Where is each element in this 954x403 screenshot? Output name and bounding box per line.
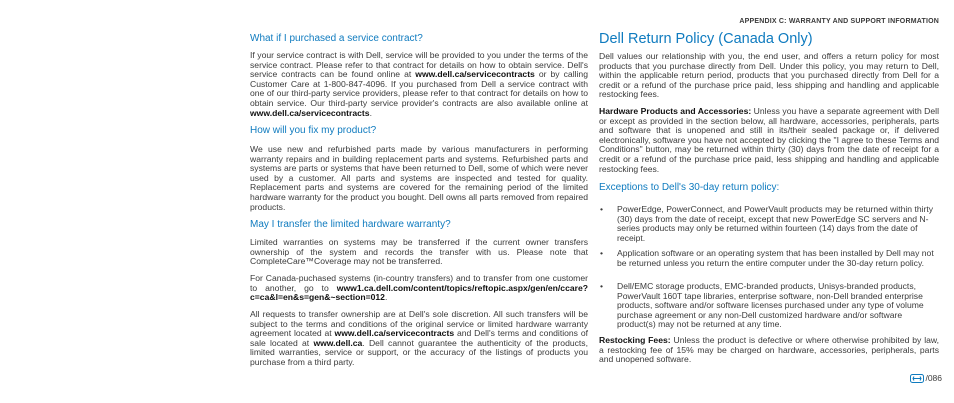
servicecontracts-link-3[interactable]: www.dell.ca/servicecontracts (334, 328, 455, 339)
transfer-warranty-heading: May I transfer the limited hardware warranty? (250, 219, 451, 230)
hardware-products-paragraph: Hardware Products and Accessories: Unless you have a separate agreement with Dell or except as provided in the section below, all hardware, accessories, peripherals, parts and software that is unopened and still in its/their sealed package or, if delivered electronically, software you have not accepted by clicking the "I agree to these Terms and Conditions" button, may be returned within thirty (30) days from the date of receipt for a credit or a refund of the purchase price paid, less shipping and handling and applicable restocking fees. (599, 106, 939, 174)
servicecontracts-link-2[interactable]: www.dell.ca/servicecontracts (250, 107, 370, 118)
page-number: 086 (927, 373, 942, 383)
list-item: • Application software or an operating system that has been installed by Dell may not be returned unless you return the entire computer under the 30-day return policy. (600, 248, 934, 268)
service-contract-heading: What if I purchased a service contract? (250, 33, 423, 44)
return-policy-intro: Dell values our relationship with you, the end user, and offers a return policy for most products that you purchase directly from Dell. Under this policy, you may return to Dell, within the applicable return period, products that you purchased directly from Dell for a credit or a refund of the purchase price paid, less shipping and handling and applicable restocking fees. (599, 51, 939, 100)
return-policy-title: Dell Return Policy (Canada Only) (599, 31, 813, 47)
fix-product-paragraph: We use new and refurbished parts made by various manufacturers in performing warranty repairs and in building replacement parts and systems. Refurbished parts and systems are parts or systems that have been returned to Dell, some of which were never used by a customer. All parts and systems are inspected and tested for quality. Replacement parts and systems are covered for the remaining period of the limited hardware warranty for the product you bought. Dell owns all parts removed from repaired products. (250, 144, 588, 212)
bullet-icon: • (600, 204, 604, 214)
list-item: • Dell/EMC storage products, EMC-branded products, Unisys-branded products, PowerVault 160T tape libraries, enterprise software, non-Dell branded enterprise products, software and/or software licenses purchased under any type of volume purchase agreement or any non-Dell customized hardware and/or software product(s) may not be returned at any time. (600, 281, 924, 330)
restocking-fees-paragraph: Restocking Fees: Unless the product is defective or where otherwise prohibited by law, a restocking fee of 15% may be charged on hardware, accessories, peripherals, parts and unopened software. (599, 335, 939, 365)
running-head: APPENDIX C: WARRANTY AND SUPPORT INFORMATION (739, 18, 939, 25)
bullet-icon: • (600, 248, 604, 258)
fix-product-heading: How will you fix my product? (250, 125, 377, 136)
service-contract-paragraph: If your service contract is with Dell, service will be provided to you under the terms of the service contract. Please refer to that contract for details on how to obtain service. Dell's service contracts can be found online at www.dell.ca/servicecontracts or by calling Customer Care at 1-800-847-4096. If you purchased from Dell a service contract with one of our third-party service providers, please refer to that contract for details on how to obtain service. Our third-party service provider's contracts are also available online at www.dell.ca/servicecontracts. (250, 50, 588, 118)
ccare-transfer-link[interactable]: www1.ca.dell.com/content/topics/reftopic.aspx/gen/en/ccare?c=ca&l=en&s=gen&~section=012 (250, 282, 588, 303)
transfer-paragraph-3: All requests to transfer ownership are at Dell's sole discretion. All such transfers will be subject to the terms and conditions of the original service or limited hardware warranty agreement located at www.dell.ca/servicecontracts and Dell's terms and conditions of sale located at www.dell.ca. Dell cannot guarantee the authenticity of the products, limited warranties, service or support, or the accuracy of the listings of products you purchase from a third party. (250, 309, 588, 367)
dell-logo-icon (910, 374, 924, 383)
exceptions-heading: Exceptions to Dell's 30-day return policy: (599, 182, 780, 193)
dell-ca-link[interactable]: www.dell.ca (313, 337, 363, 348)
transfer-paragraph-2: For Canada-puchased systems (in-country transfers) and to transfer from one customer to another, go to www1.ca.dell.com/content/topics/reftopic.aspx/gen/en/ccare?c=ca&l=en&s=gen&~section=012. (250, 273, 588, 303)
servicecontracts-link[interactable]: www.dell.ca/servicecontracts (415, 69, 535, 80)
page-footer (910, 373, 942, 383)
bullet-icon: • (600, 281, 604, 291)
list-item: • PowerEdge, PowerConnect, and PowerVault products may be returned within thirty (30) days from the date of receipt, except that new PowerEdge SC servers and N-series products may only be returned within fourteen (14) days from the date of receipt. (600, 204, 934, 243)
page-separator: / (925, 373, 928, 383)
transfer-paragraph-1: Limited warranties on systems may be transferred if the current owner transfers ownership of the system and records the transfer with us. Please note that CompleteCare™Coverage may not be transferred. (250, 237, 588, 267)
